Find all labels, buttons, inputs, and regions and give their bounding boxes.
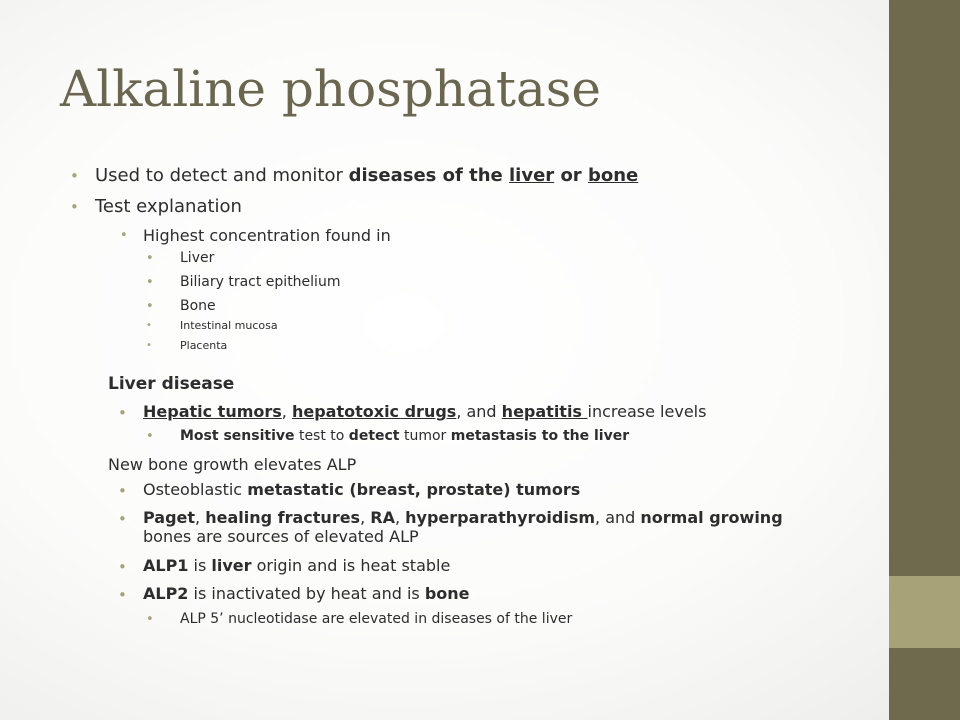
- bullet-nucleotidase: ALP 5’ nucleotidase are elevated in diseases of the liver: [180, 611, 573, 627]
- liver-disease-heading: Liver disease: [108, 374, 235, 394]
- bullet-test-explanation: Test explanation: [95, 196, 242, 217]
- bullet-icon: •: [146, 251, 154, 266]
- bullet-icon: •: [146, 320, 152, 331]
- slide-title: Alkaline phosphatase: [60, 60, 602, 118]
- bullet-osteoblastic: Osteoblastic metastatic (breast, prostate) tumors: [143, 480, 581, 499]
- bone-growth-heading: New bone growth elevates ALP: [108, 455, 357, 474]
- bullet-paget-continued: bones are sources of elevated ALP: [143, 527, 419, 546]
- source-biliary: Biliary tract epithelium: [180, 274, 341, 290]
- bullet-icon: •: [118, 558, 127, 576]
- bullet-icon: •: [70, 198, 79, 216]
- source-intestinal: Intestinal mucosa: [180, 319, 278, 332]
- bullet-detect: Used to detect and monitor diseases of the liver or bone: [95, 165, 639, 186]
- bullet-liver-tumors: Hepatic tumors, hepatotoxic drugs, and hepatitis increase levels: [143, 402, 707, 421]
- bullet-icon: •: [146, 299, 154, 314]
- bullet-icon: •: [120, 228, 128, 243]
- bullet-alp2: ALP2 is inactivated by heat and is bone: [143, 584, 470, 603]
- source-liver: Liver: [180, 250, 215, 266]
- source-bone: Bone: [180, 298, 216, 314]
- bullet-icon: •: [118, 510, 127, 528]
- bullet-icon: •: [146, 429, 154, 444]
- bullet-icon: •: [70, 167, 79, 185]
- bullet-icon: •: [118, 586, 127, 604]
- source-placenta: Placenta: [180, 339, 228, 352]
- bullet-highest-concentration: Highest concentration found in: [143, 226, 391, 245]
- side-accent-block: [889, 576, 960, 648]
- bullet-alp1: ALP1 is liver origin and is heat stable: [143, 556, 451, 575]
- bullet-icon: •: [146, 275, 154, 290]
- bullet-icon: •: [118, 404, 127, 422]
- bullet-icon: •: [146, 340, 152, 351]
- bullet-icon: •: [146, 612, 154, 627]
- bullet-icon: •: [118, 482, 127, 500]
- bullet-most-sensitive: Most sensitive test to detect tumor metastasis to the liver: [180, 428, 630, 444]
- bullet-paget: Paget, healing fractures, RA, hyperparathyroidism, and normal growing: [143, 508, 783, 527]
